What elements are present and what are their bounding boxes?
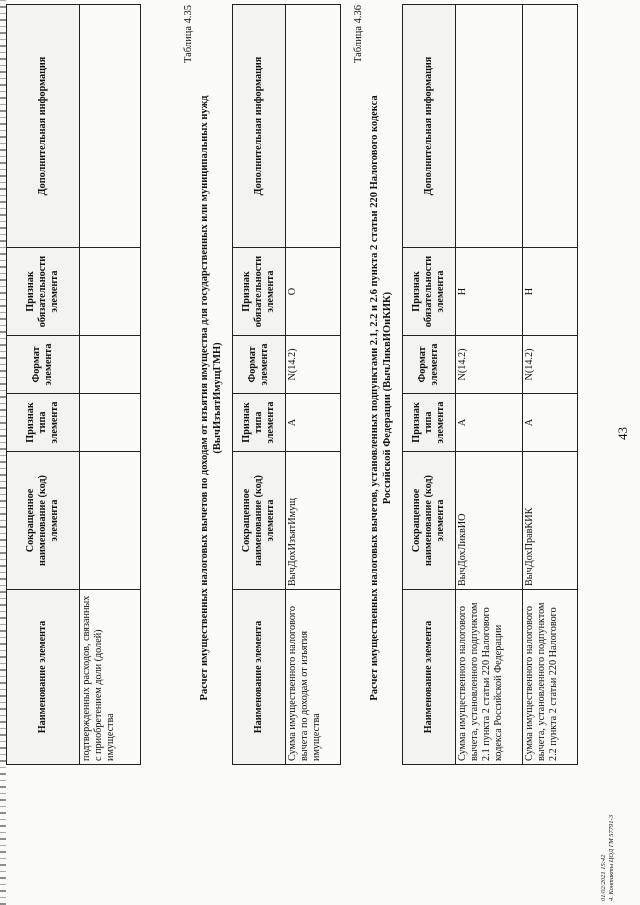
- cell-format: [80, 336, 141, 394]
- cell-info: [523, 5, 578, 248]
- cell-format: N(14.2): [286, 336, 341, 394]
- table-4-35: [232, 4, 341, 765]
- table-4-36-title-line2: Российской Федерации (ВычЛиквИОиКИК): [382, 291, 393, 505]
- col-header-required: Признак обязательности элемента: [403, 248, 456, 336]
- table-4-36-label: Таблица 4.36: [353, 5, 364, 64]
- cell-code: ВычДохИзъятИмущ: [286, 452, 341, 590]
- col-header-required: Признак обязательности элемента: [233, 248, 286, 336]
- cell-type: А: [523, 394, 578, 452]
- cell-name: Сумма имущественного налогового вычета, установленного подпунктом 2.2 пункта 2 статьи 220 Налогового: [523, 590, 578, 765]
- col-header-code: Сокращенное наименование (код) элемента: [403, 452, 456, 590]
- cell-name: Сумма имущественного налогового вычета по доходам от изъятия имущества: [286, 590, 341, 765]
- table-header-row: [233, 5, 286, 765]
- cell-type: [80, 394, 141, 452]
- footer-stamp: [600, 815, 616, 901]
- col-header-info: Дополнительная информация: [233, 5, 286, 248]
- table-row: [286, 5, 341, 765]
- table-4-36: [402, 4, 578, 765]
- table-continuation: [6, 4, 141, 765]
- cell-info: [80, 5, 141, 248]
- cell-code: [80, 452, 141, 590]
- cell-name: Сумма имущественного налогового вычета, установленного подпунктом 2.1 пункта 2 статьи 220 Налогового кодекса Российской Федерации: [456, 590, 523, 765]
- col-header-type: Признак типа элемента: [403, 394, 456, 452]
- table-4-35-title: [198, 3, 224, 793]
- col-header-name: Наименование элемента: [403, 590, 456, 765]
- cell-required: О: [286, 248, 341, 336]
- cell-type: А: [286, 394, 341, 452]
- col-header-format: Формат элемента: [403, 336, 456, 394]
- col-header-code: Сокращенное наименование (код) элемента: [7, 452, 80, 590]
- cell-info: [286, 5, 341, 248]
- cell-required: Н: [523, 248, 578, 336]
- table-4-35-label: Таблица 4.35: [183, 5, 194, 64]
- cell-required: Н: [456, 248, 523, 336]
- cell-type: А: [456, 394, 523, 452]
- col-header-info: Дополнительная информация: [403, 5, 456, 248]
- table-4-35-title-line2: (ВычИзъятИмущГМН): [212, 342, 223, 454]
- footer-line1: 01/02/2021 15:42: [600, 854, 607, 901]
- cell-code: ВычДохЛиквИО: [456, 452, 523, 590]
- cell-format: N(14.2): [523, 336, 578, 394]
- table-row: [523, 5, 578, 765]
- page-number: 43: [615, 427, 630, 440]
- cell-name: подтвержденных расходов, связанных с приобретением доли (долей) имущества: [80, 590, 141, 765]
- col-header-type: Признак типа элемента: [233, 394, 286, 452]
- table-4-36-title: [368, 3, 394, 793]
- table-header-row: [403, 5, 456, 765]
- col-header-required: Признак обязательности элемента: [7, 248, 80, 336]
- footer-line2: 4. Контакты ЦОД ГМ 57791-3: [608, 815, 615, 901]
- cell-required: [80, 248, 141, 336]
- cell-code: ВычДохПравКИК: [523, 452, 578, 590]
- table-header-row: [7, 5, 80, 765]
- col-header-info: Дополнительная информация: [7, 5, 80, 248]
- col-header-name: Наименование элемента: [233, 590, 286, 765]
- col-header-type: Признак типа элемента: [7, 394, 80, 452]
- cell-format: N(14.2): [456, 336, 523, 394]
- table-4-36-title-line1: Расчет имущественных налоговых вычетов, установленных подпунктами 2.1, 2.2 и 2.6 пункта 2 статьи 220 Налогового кодекса: [369, 95, 380, 701]
- cell-info: [456, 5, 523, 248]
- col-header-format: Формат элемента: [7, 336, 80, 394]
- col-header-format: Формат элемента: [233, 336, 286, 394]
- col-header-code: Сокращенное наименование (код) элемента: [233, 452, 286, 590]
- col-header-name: Наименование элемента: [7, 590, 80, 765]
- table-row: [80, 5, 141, 765]
- table-row: [456, 5, 523, 765]
- table-4-35-title-line1: Расчет имущественных налоговых вычетов по доходам от изъятия имущества для государственных или муниципальных нужд: [199, 95, 210, 701]
